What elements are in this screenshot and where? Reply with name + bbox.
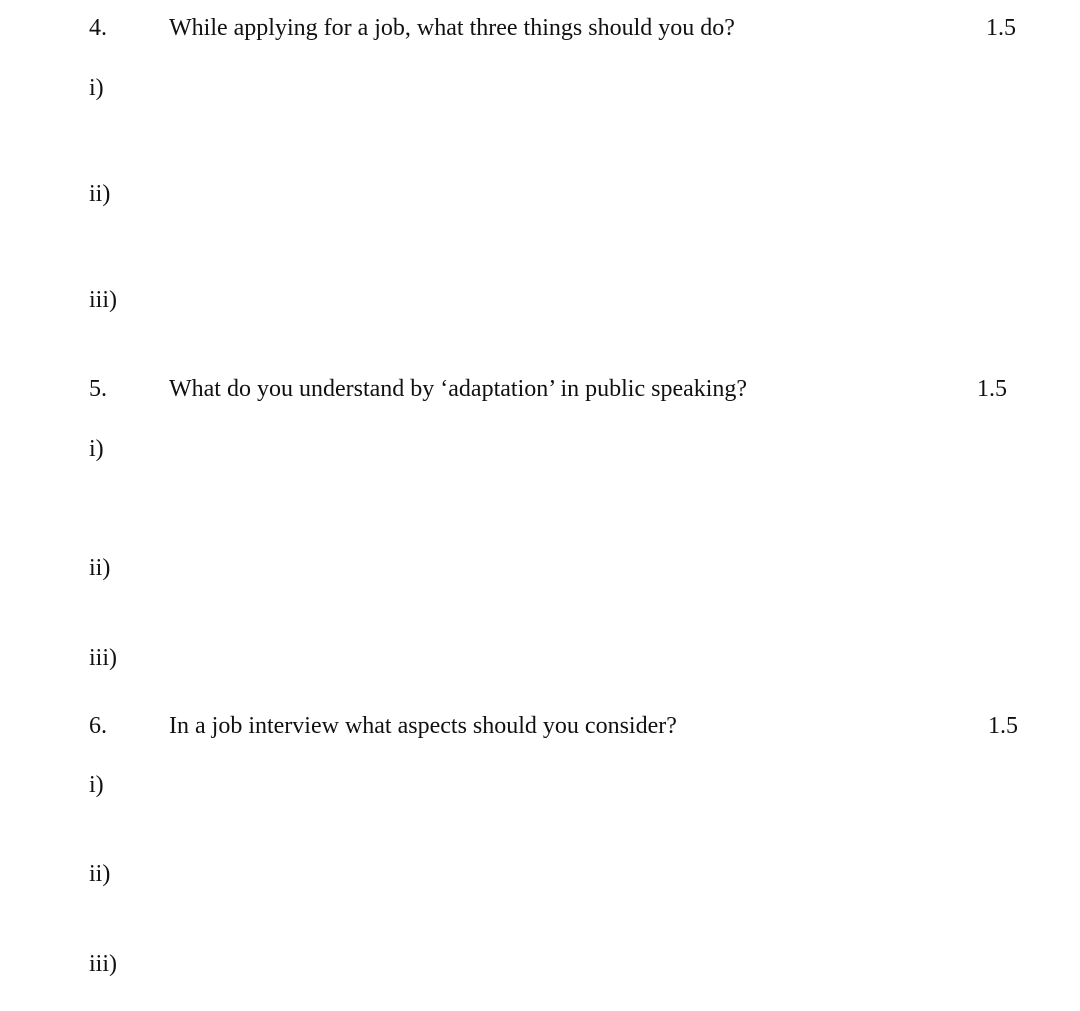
question-text: While applying for a job, what three things should you do? (169, 15, 735, 41)
answer-part-label: ii) (89, 555, 111, 581)
answer-part-label: iii) (89, 287, 117, 313)
answer-part-label: iii) (89, 951, 117, 977)
answer-part-label: iii) (89, 645, 117, 671)
question-number: 4. (89, 15, 107, 41)
answer-part-label: ii) (89, 861, 111, 887)
answer-part-label: ii) (89, 181, 111, 207)
question-marks: 1.5 (988, 713, 1018, 739)
question-marks: 1.5 (986, 15, 1016, 41)
question-text: In a job interview what aspects should you consider? (169, 713, 677, 739)
answer-part-label: i) (89, 436, 104, 462)
answer-part-label: i) (89, 75, 104, 101)
question-marks: 1.5 (977, 376, 1007, 402)
answer-part-label: i) (89, 772, 104, 798)
question-number: 5. (89, 376, 107, 402)
question-number: 6. (89, 713, 107, 739)
question-text: What do you understand by ‘adaptation’ in public speaking? (169, 376, 748, 402)
